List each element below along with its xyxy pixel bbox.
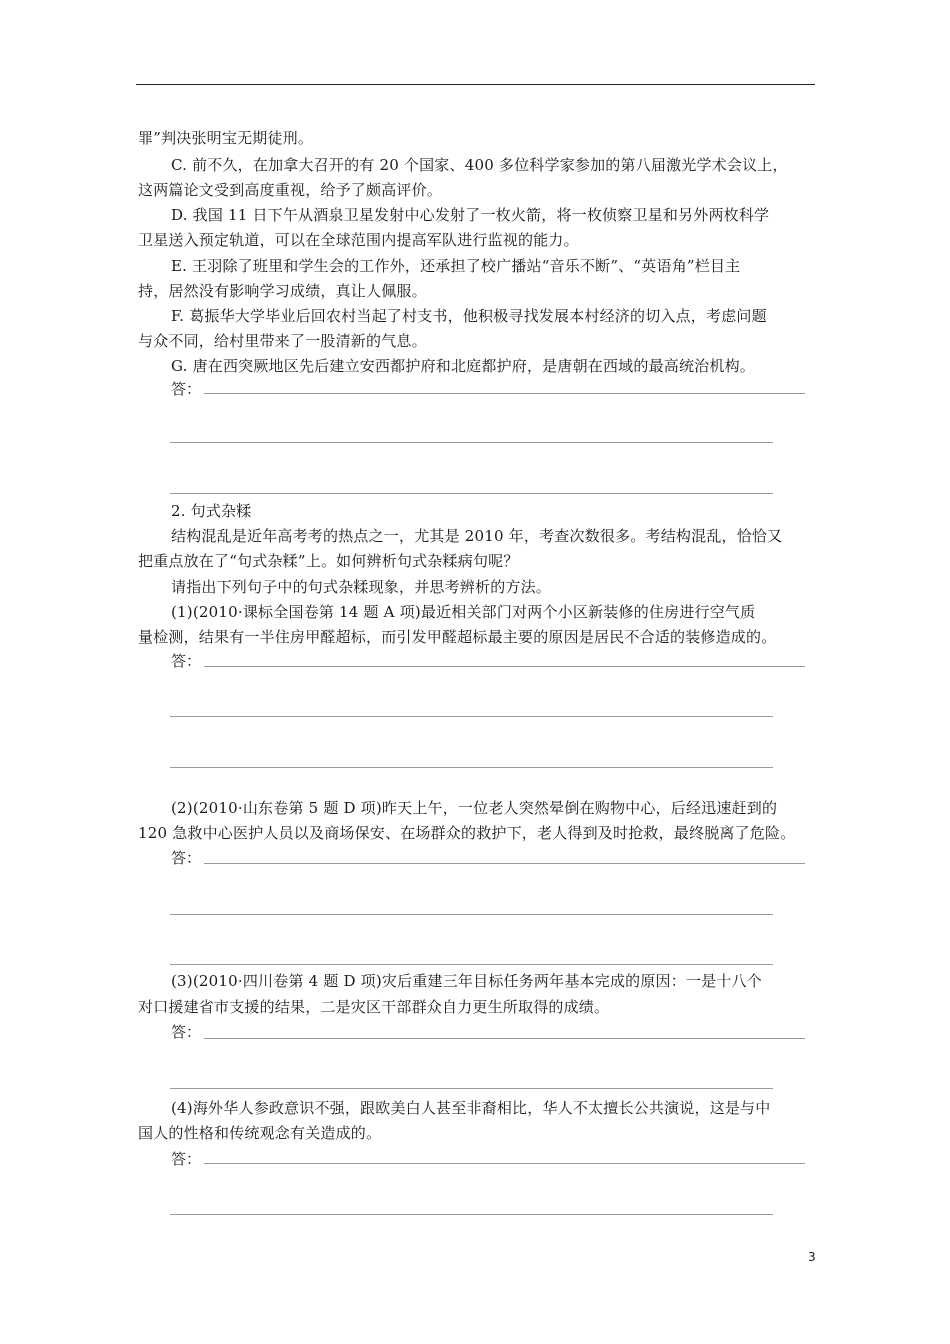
question-1: (1)(2010·课标全国卷第 14 题 A 项)最近相关部门对两个小区新装修的住房进行空气质 (171, 603, 756, 621)
answer-label: 答： (171, 1023, 202, 1041)
page-number: 3 (808, 1250, 816, 1264)
text-line: 卫星送入预定轨道，可以在全球范围内提高军队进行监视的能力。 (138, 231, 579, 249)
answer-line[interactable] (170, 493, 773, 494)
option-c: C. 前不久，在加拿大召开的有 20 个国家、400 多位科学家参加的第八届激光学术会议上， (171, 156, 788, 174)
text-line: 这两篇论文受到高度重视，给予了颇高评价。 (138, 181, 443, 199)
answer-line[interactable] (170, 964, 773, 965)
answer-line[interactable] (170, 1214, 773, 1215)
text-line: 量检测，结果有一半住房甲醛超标，而引发甲醛超标最主要的原因是居民不合适的装修造成的。 (138, 628, 777, 646)
option-f: F. 葛振华大学毕业后回农村当起了村支书，他积极寻找发展本村经济的切入点，考虑问题 (171, 307, 767, 325)
option-d: D. 我国 11 日下午从酒泉卫星发射中心发射了一枚火箭，将一枚侦察卫星和另外两枚科学 (171, 206, 770, 224)
text-line: 对口援建省市支援的结果，二是灾区干部群众自力更生所取得的成绩。 (138, 998, 610, 1016)
answer-line[interactable] (170, 1088, 773, 1089)
text-line: 把重点放在了“句式杂糅”上。如何辨析句式杂糅病句呢？ (138, 552, 519, 570)
answer-label: 答： (171, 1150, 202, 1168)
answer-label: 答： (171, 652, 202, 670)
question-3: (3)(2010·四川卷第 4 题 D 项)灾后重建三年目标任务两年基本完成的原因：一是十八个 (171, 972, 762, 990)
text-line: 120 急救中心医护人员以及商场保安、在场群众的救护下，老人得到及时抢救，最终脱离了危险。 (138, 824, 796, 842)
header-rule (136, 84, 815, 85)
answer-line[interactable] (170, 716, 773, 717)
answer-line[interactable] (170, 914, 773, 915)
text-line: 罪”判决张明宝无期徒刑。 (138, 129, 314, 147)
section-heading: 2. 句式杂糅 (171, 502, 252, 520)
instruction: 请指出下列句子中的句式杂糅现象，并思考辨析的方法。 (171, 578, 552, 596)
text-line: 国人的性格和传统观念有关造成的。 (138, 1124, 382, 1142)
answer-line[interactable] (204, 393, 805, 394)
answer-line[interactable] (170, 767, 773, 768)
answer-line[interactable] (204, 863, 805, 864)
question-4: (4)海外华人参政意识不强，跟欧美白人甚至非裔相比，华人不太擅长公共演说，这是与中 (171, 1099, 771, 1117)
option-g: G. 唐在西突厥地区先后建立安西都护府和北庭都护府，是唐朝在西域的最高统治机构。 (171, 357, 755, 375)
answer-line[interactable] (204, 666, 805, 667)
text-line: 与众不同，给村里带来了一股清新的气息。 (138, 332, 427, 350)
option-e: E. 王羽除了班里和学生会的工作外，还承担了校广播站“音乐不断”、“英语角”栏目主 (171, 257, 741, 275)
text-line: 持，居然没有影响学习成绩，真让人佩服。 (138, 282, 427, 300)
question-2: (2)(2010·山东卷第 5 题 D 项)昨天上午，一位老人突然晕倒在购物中心，后经迅速赶到的 (171, 799, 778, 817)
intro-paragraph: 结构混乱是近年高考考的热点之一，尤其是 2010 年，考查次数很多。考结构混乱，恰恰又 (171, 527, 783, 545)
answer-line[interactable] (204, 1038, 805, 1039)
answer-label: 答： (171, 849, 202, 867)
answer-label: 答： (171, 380, 202, 398)
answer-line[interactable] (204, 1163, 805, 1164)
answer-line[interactable] (170, 442, 773, 443)
